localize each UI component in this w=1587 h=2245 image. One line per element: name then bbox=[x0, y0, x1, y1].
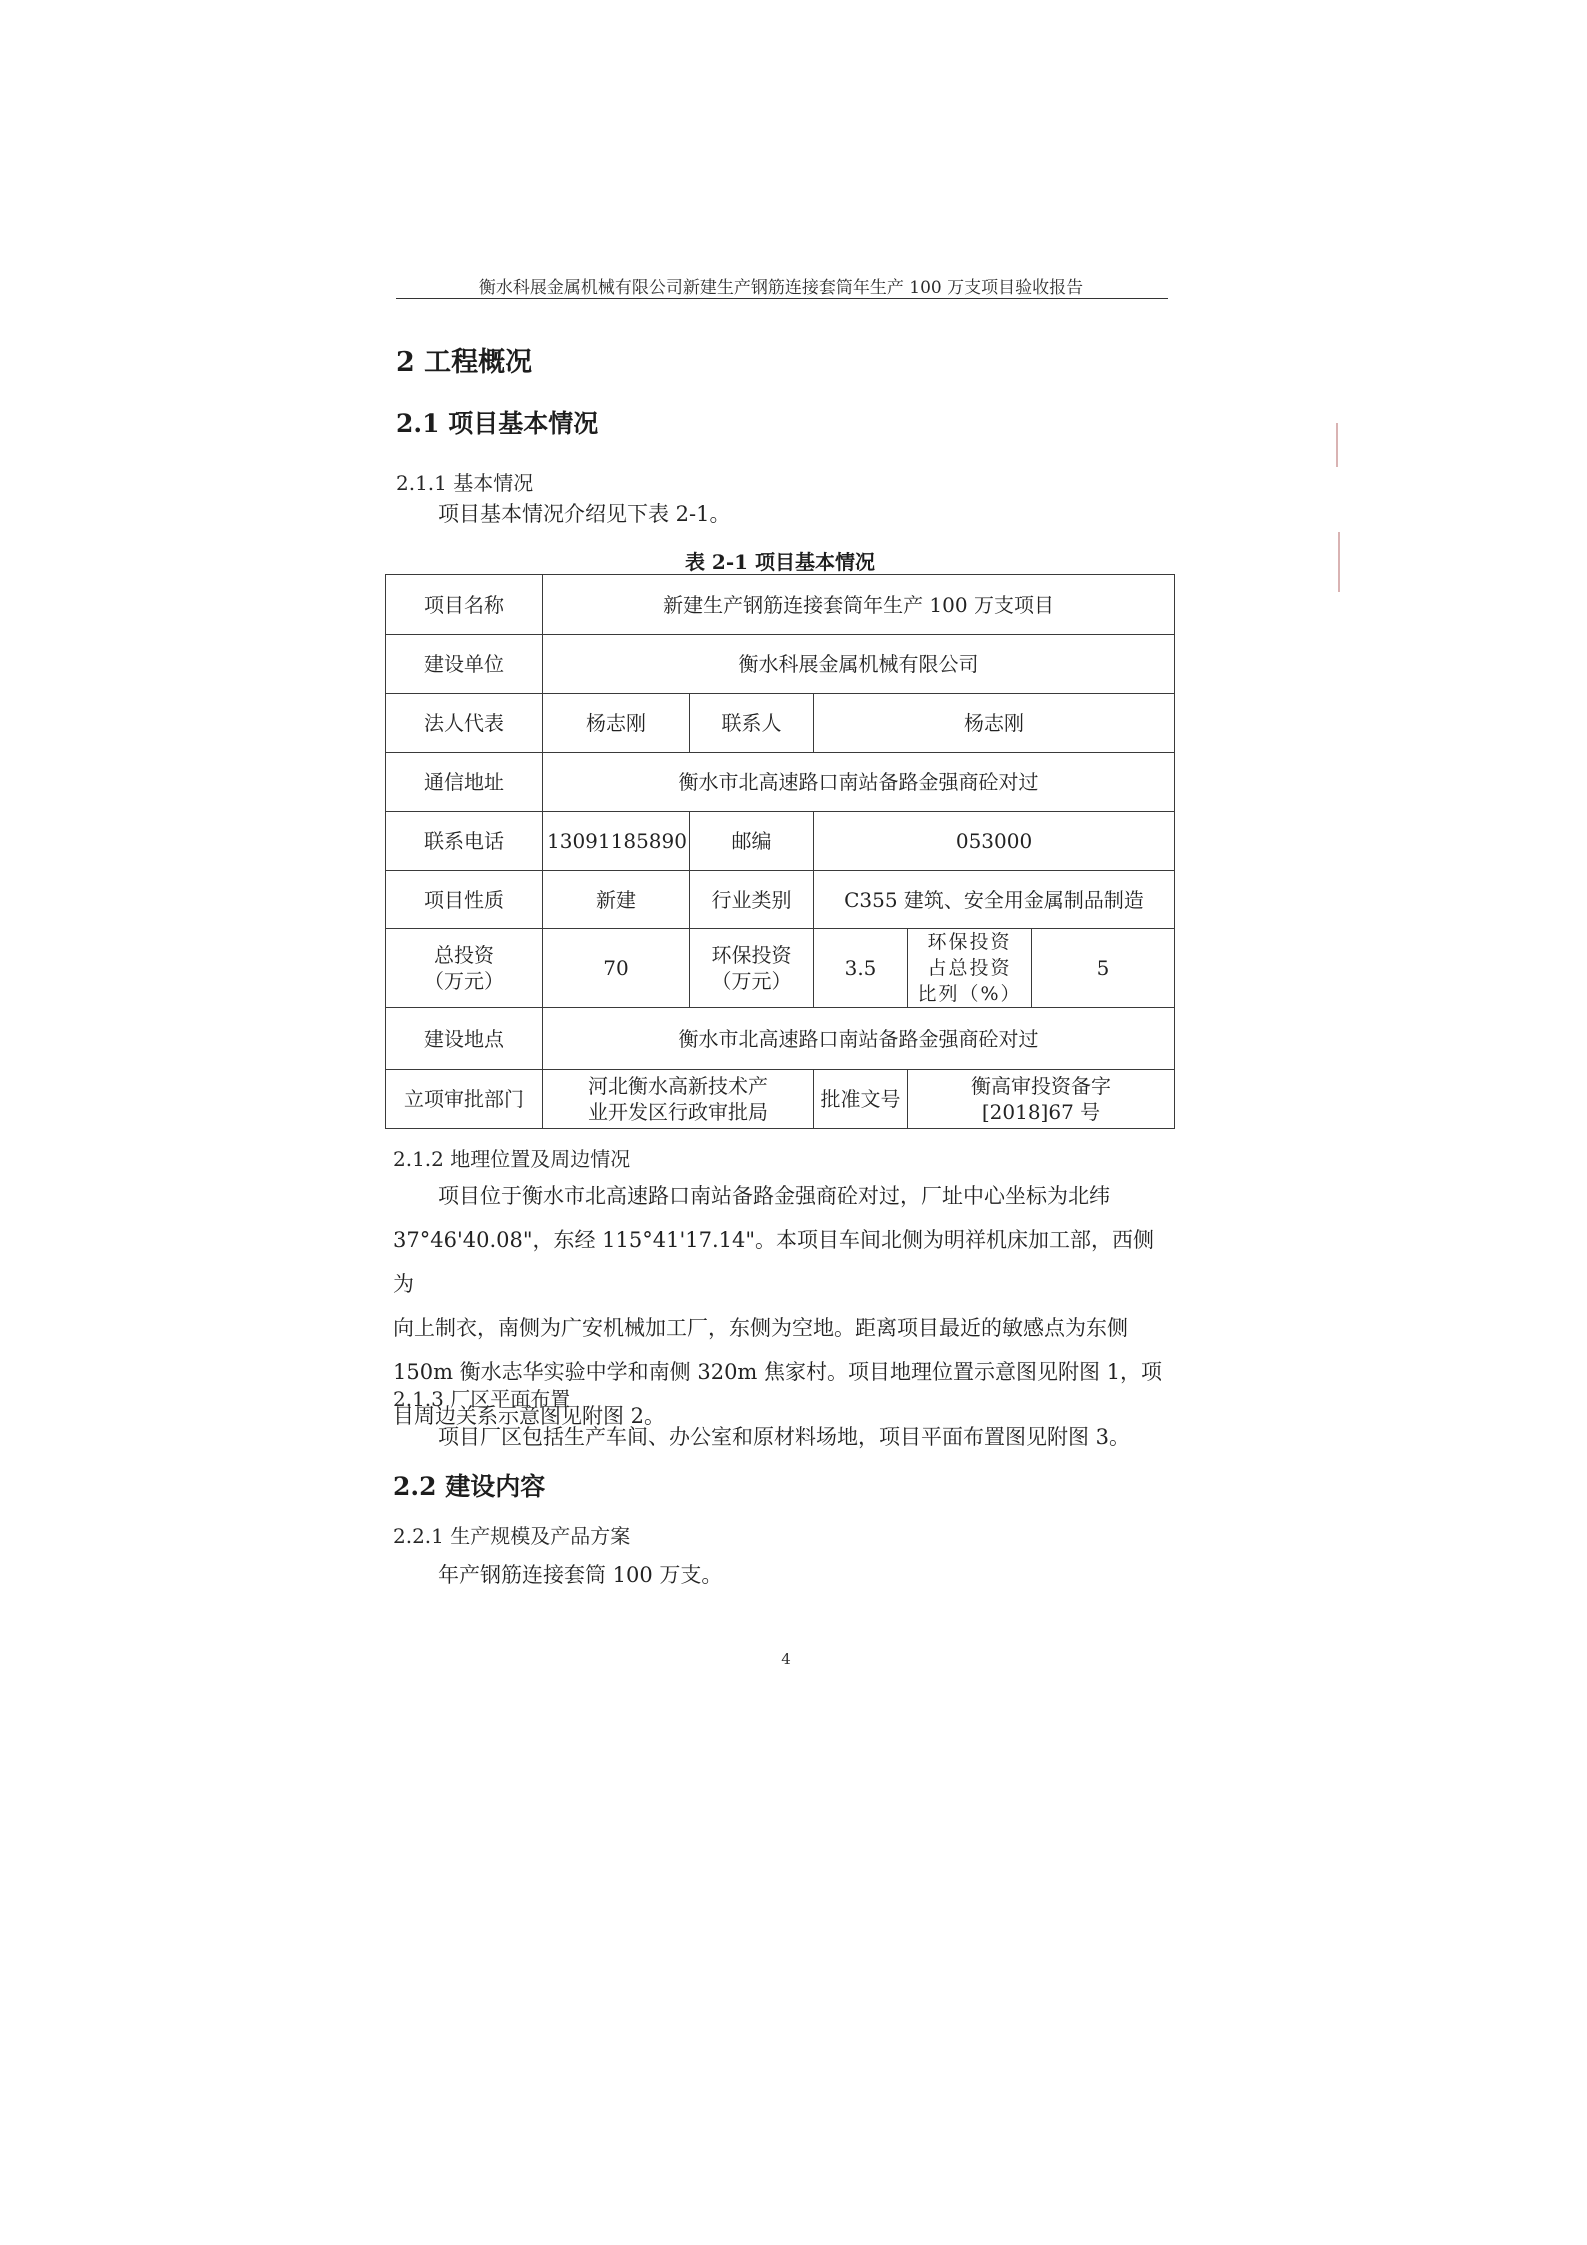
header-rule bbox=[396, 298, 1168, 299]
approval-dept-value-line: 业开发区行政审批局 bbox=[588, 1100, 768, 1124]
running-header: 衡水科展金属机械有限公司新建生产钢筋连接套筒年生产 100 万支项目验收报告 bbox=[478, 278, 1084, 298]
table-row bbox=[386, 812, 1175, 871]
env-invest-label-line: （万元） bbox=[711, 969, 792, 993]
total-invest-value: 70 bbox=[543, 929, 690, 1008]
section-2-2-1-title: 2.2.1 生产规模及产品方案 bbox=[393, 1524, 631, 1548]
approval-dept-label: 立项审批部门 bbox=[386, 1070, 543, 1129]
total-invest-label bbox=[386, 929, 543, 1008]
legal-rep-value: 杨志刚 bbox=[543, 694, 690, 753]
env-ratio-label-line: 占总投资 bbox=[927, 957, 1012, 979]
contact-value: 杨志刚 bbox=[814, 694, 1175, 753]
table-row bbox=[386, 871, 1175, 929]
table-row bbox=[386, 575, 1175, 635]
table-intro: 项目基本情况介绍见下表 2-1。 bbox=[438, 502, 731, 526]
env-invest-value: 3.5 bbox=[814, 929, 908, 1008]
env-ratio-label bbox=[908, 929, 1032, 1008]
layout-paragraph: 项目厂区包括生产车间、办公室和原材料场地，项目平面布置图见附图 3。 bbox=[438, 1425, 1131, 1449]
section-2-1-1-title: 2.1.1 基本情况 bbox=[396, 471, 534, 495]
page-number: 4 bbox=[781, 1650, 791, 1668]
table-row bbox=[386, 753, 1175, 812]
project-name-value: 新建生产钢筋连接套筒年生产 100 万支项目 bbox=[543, 575, 1175, 635]
contact-label: 联系人 bbox=[690, 694, 814, 753]
location-line: 向上制衣，南侧为广安机械加工厂，东侧为空地。距离项目最近的敏感点为东侧 bbox=[393, 1316, 1128, 1340]
site-value: 衡水市北高速路口南站备路金强商砼对过 bbox=[543, 1008, 1175, 1070]
approval-no-value bbox=[908, 1070, 1175, 1129]
location-line: 150m 衡水志华实验中学和南侧 320m 焦家村。项目地理位置示意图见附图 1，项 bbox=[393, 1360, 1163, 1384]
project-info-table bbox=[385, 574, 1175, 1129]
table-row bbox=[386, 929, 1175, 1008]
env-ratio-label-line: 比列（%） bbox=[917, 983, 1022, 1005]
builder-label: 建设单位 bbox=[386, 635, 543, 694]
scan-artifact bbox=[1338, 532, 1340, 592]
section-2-1-2-title: 2.1.2 地理位置及周边情况 bbox=[393, 1147, 631, 1171]
table-row bbox=[386, 1008, 1175, 1070]
table-row bbox=[386, 635, 1175, 694]
table-row bbox=[386, 1070, 1175, 1129]
env-ratio-value: 5 bbox=[1032, 929, 1175, 1008]
postcode-value: 053000 bbox=[814, 812, 1175, 871]
table-row bbox=[386, 694, 1175, 753]
address-value: 衡水市北高速路口南站备路金强商砼对过 bbox=[543, 753, 1175, 812]
phone-label: 联系电话 bbox=[386, 812, 543, 871]
project-name-label: 项目名称 bbox=[386, 575, 543, 635]
env-ratio-label-line: 环保投资 bbox=[927, 931, 1012, 953]
approval-no-value-line: 衡高审投资备字 bbox=[971, 1074, 1112, 1098]
section-2-1-title: 2.1 项目基本情况 bbox=[396, 409, 599, 438]
section-2-2-title: 2.2 建设内容 bbox=[393, 1472, 546, 1501]
phone-value: 13091185890 bbox=[543, 812, 690, 871]
legal-rep-label: 法人代表 bbox=[386, 694, 543, 753]
section-2-title: 2 工程概况 bbox=[396, 347, 533, 378]
scan-artifact bbox=[1336, 423, 1338, 467]
env-invest-label-line: 环保投资 bbox=[711, 943, 792, 967]
industry-value: C355 建筑、安全用金属制品制造 bbox=[814, 871, 1175, 929]
approval-no-value-line: [2018]67 号 bbox=[981, 1100, 1101, 1124]
total-invest-label-line: 总投资 bbox=[434, 943, 494, 967]
total-invest-label-line: （万元） bbox=[424, 969, 504, 993]
builder-value: 衡水科展金属机械有限公司 bbox=[543, 635, 1175, 694]
location-line: 项目位于衡水市北高速路口南站备路金强商砼对过，厂址中心坐标为北纬 bbox=[438, 1184, 1110, 1208]
section-2-1-3-title: 2.1.3 厂区平面布置 bbox=[393, 1387, 571, 1411]
postcode-label: 邮编 bbox=[690, 812, 814, 871]
location-line: 目周边关系示意图见附图 2。 bbox=[393, 1404, 666, 1428]
nature-label: 项目性质 bbox=[386, 871, 543, 929]
production-paragraph: 年产钢筋连接套筒 100 万支。 bbox=[438, 1563, 723, 1587]
address-label: 通信地址 bbox=[386, 753, 543, 812]
approval-no-label: 批准文号 bbox=[814, 1070, 908, 1129]
site-label: 建设地点 bbox=[386, 1008, 543, 1070]
location-line: 37°46'40.08"，东经 115°41'17.14"。本项目车间北侧为明祥机床加工部，西侧为 bbox=[393, 1228, 1155, 1296]
table-caption: 表 2-1 项目基本情况 bbox=[684, 550, 876, 574]
approval-dept-value-line: 河北衡水高新技术产 bbox=[588, 1074, 768, 1098]
env-invest-label bbox=[690, 929, 814, 1008]
approval-dept-value bbox=[543, 1070, 814, 1129]
industry-label: 行业类别 bbox=[690, 871, 814, 929]
nature-value: 新建 bbox=[543, 871, 690, 929]
